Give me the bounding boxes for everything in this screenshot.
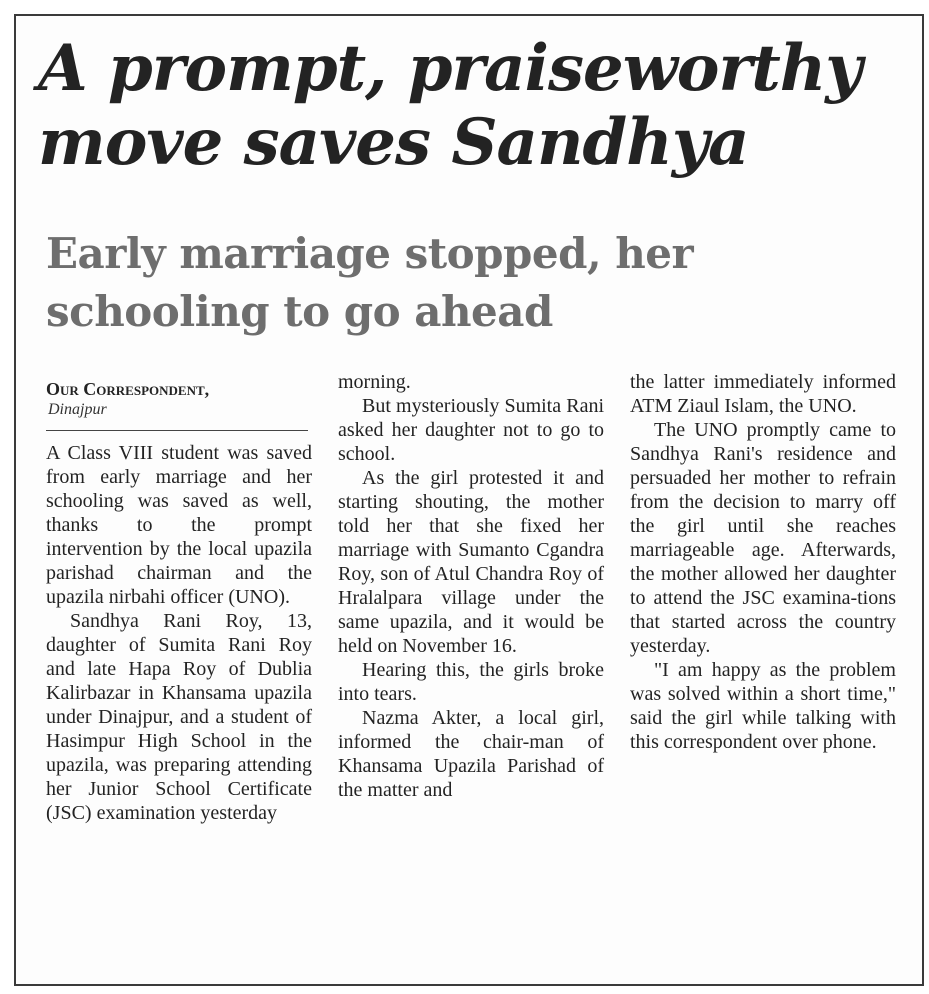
paragraph: Hearing this, the girls broke into tears. (338, 659, 604, 705)
paragraph: morning. (338, 371, 411, 393)
byline-author: Our Correspondent, (46, 379, 210, 399)
article-column-2 (338, 370, 604, 802)
paragraph: The UNO promptly came to Sandhya Rani's residence and persuaded her mother to refrain from the decision to marry off the girl until she reaches marriageable age. Afterwards, the mother allowed her daughter to attend the JSC examina-tions that started across the country yesterday. (630, 419, 896, 657)
headline: A prompt, praiseworthy move saves Sandhya (38, 31, 862, 180)
paragraph: "I am happy as the problem was solved within a short time," said the girl while talking with this correspondent over phone. (630, 659, 896, 753)
paragraph: As the girl protested it and starting shouting, the mother told her that she fixed her marriage with Sumanto Cgandra Roy, son of Atul Chandra Roy of Hralalpara village under the same upazila, and it would be held on November 16. (338, 467, 604, 657)
article-column-1 (46, 441, 312, 825)
article-column-3 (630, 370, 896, 754)
paragraph: the latter immediately informed ATM Ziaul Islam, the UNO. (630, 371, 896, 417)
byline-divider (46, 430, 308, 431)
paragraph: Nazma Akter, a local girl, informed the chair-man of Khansama Upazila Parishad of the matter and (338, 707, 604, 801)
subheadline: Early marriage stopped, her schooling to go ahead (46, 229, 694, 336)
paragraph: But mysteriously Sumita Rani asked her daughter not to go to school. (338, 395, 604, 465)
byline-location: Dinajpur (48, 401, 107, 418)
byline (46, 378, 316, 420)
paragraph: Sandhya Rani Roy, 13, daughter of Sumita Rani Roy and late Hapa Roy of Dublia Kalirbazar in Khansama upazila under Dinajpur, and a student of Hasimpur High School in the upazila, was preparing attending her Junior School Certificate (JSC) examination yesterday (46, 610, 312, 824)
paragraph: A Class VIII student was saved from early marriage and her schooling was saved as well, thanks to the prompt intervention by the local upazila parishad chairman and the upazila nirbahi officer (UNO). (46, 442, 312, 608)
